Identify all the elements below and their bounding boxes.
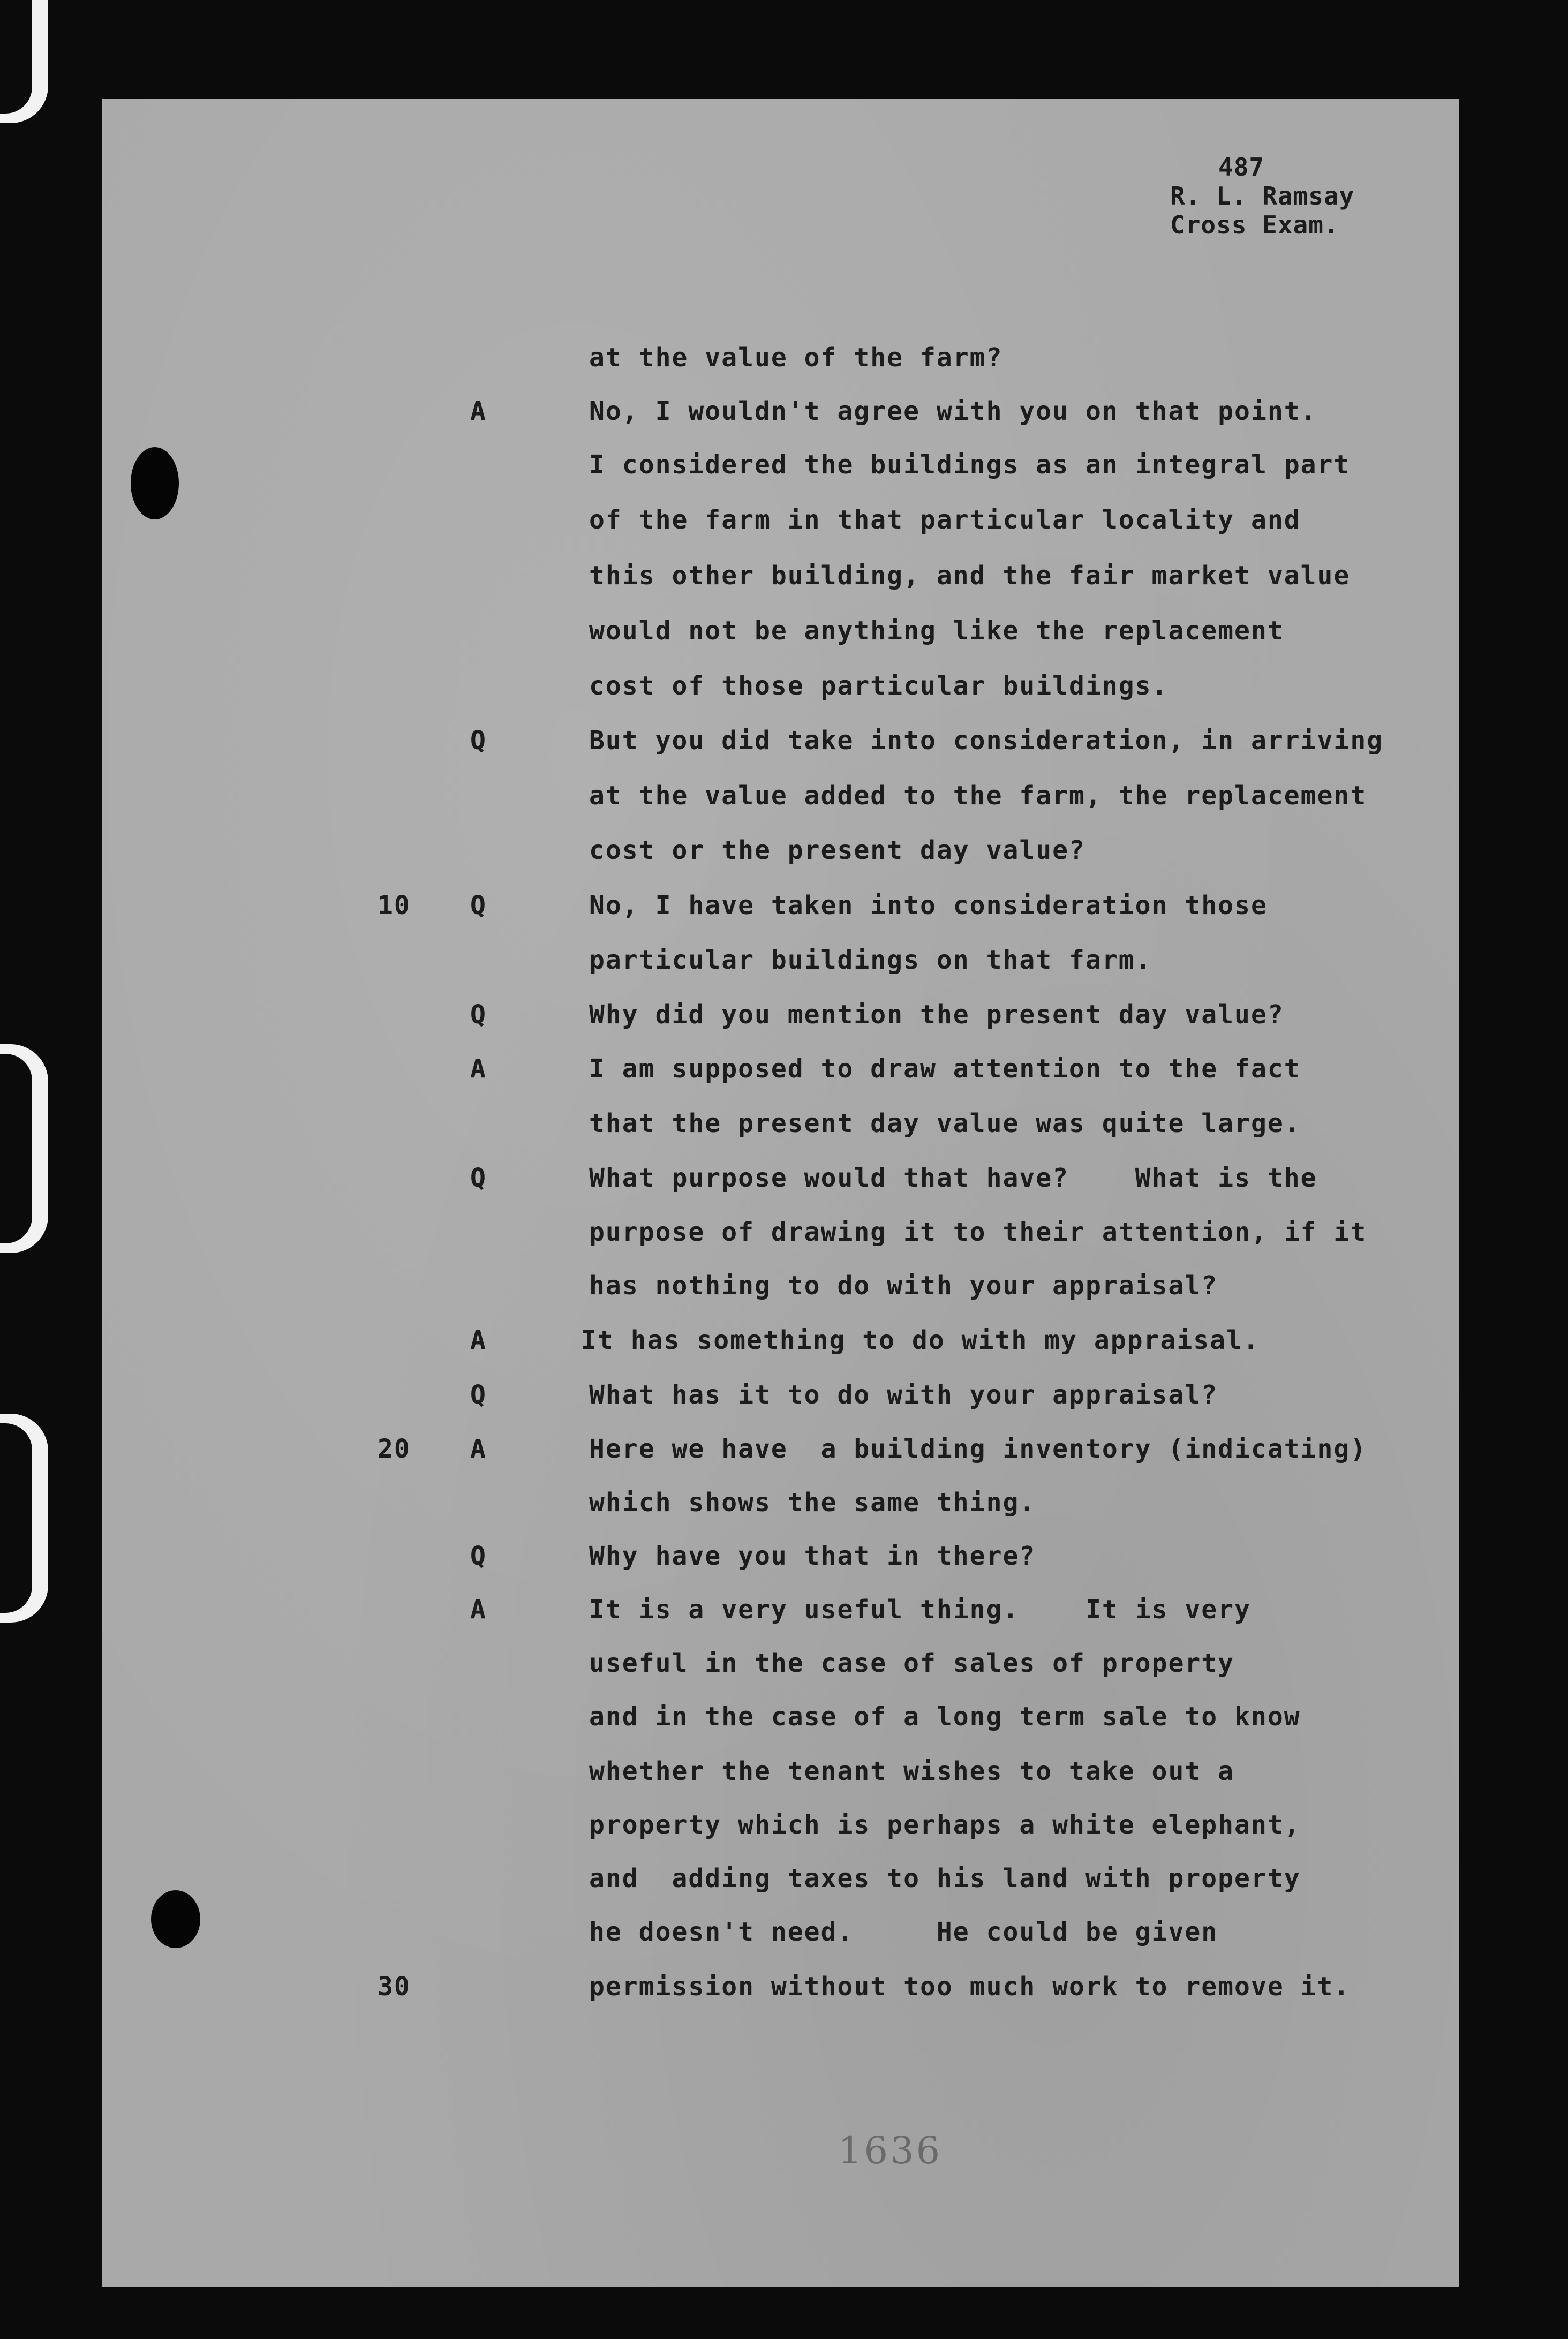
- transcript-text: I am supposed to draw attention to the fact: [589, 1054, 1301, 1084]
- transcript-text: No, I wouldn't agree with you on that point.: [589, 396, 1317, 426]
- transcript-line: [102, 1163, 1459, 1217]
- page-header: [1170, 153, 1354, 239]
- speaker-marker: A: [470, 1325, 487, 1355]
- transcript-text: Why have you that in there?: [589, 1541, 1036, 1571]
- transcript-line: [102, 1972, 1459, 2025]
- speaker-marker: A: [470, 1054, 487, 1084]
- transcript-text: at the value of the farm?: [589, 343, 1003, 373]
- transcript-text: at the value added to the farm, the replacement: [589, 781, 1367, 811]
- transcript-line: [102, 1756, 1459, 1810]
- transcript-text: But you did take into consideration, in arriving: [589, 726, 1384, 756]
- transcript-line: [102, 450, 1459, 503]
- transcript-line: [102, 1271, 1459, 1324]
- speaker-marker: A: [470, 396, 487, 426]
- transcript-text: useful in the case of sales of property: [589, 1648, 1235, 1678]
- speaker-marker: A: [470, 1595, 487, 1625]
- speaker-marker: Q: [470, 1163, 487, 1193]
- transcript-text: What purpose would that have? What is the: [589, 1163, 1317, 1193]
- transcript-page: [102, 99, 1459, 2287]
- transcript-text: property which is perhaps a white elephant,: [589, 1810, 1301, 1840]
- transcript-line: [102, 1595, 1459, 1648]
- transcript-line: [102, 781, 1459, 834]
- transcript-text: purpose of drawing it to their attention, if it: [589, 1217, 1367, 1247]
- transcript-line: [102, 1648, 1459, 1702]
- transcript-line: [102, 835, 1459, 889]
- transcript-text: he doesn't need. He could be given: [589, 1917, 1218, 1947]
- transcript-line: [102, 945, 1459, 999]
- transcript-text: particular buildings on that farm.: [589, 945, 1152, 975]
- transcript-text: has nothing to do with your appraisal?: [589, 1271, 1218, 1301]
- transcript-text: whether the tenant wishes to take out a: [589, 1756, 1235, 1786]
- transcript-line: [102, 343, 1459, 396]
- binder-tab-top: [0, 0, 48, 123]
- transcript-text: and in the case of a long term sale to know: [589, 1702, 1301, 1732]
- transcript-line: [102, 1541, 1459, 1595]
- transcript-line: [102, 505, 1459, 559]
- transcript-text: would not be anything like the replacement: [589, 616, 1284, 646]
- transcript-line: [102, 1434, 1459, 1488]
- page-number: 487: [1218, 153, 1265, 182]
- speaker-marker: Q: [470, 1380, 487, 1410]
- speaker-marker: Q: [470, 891, 487, 920]
- transcript-text: this other building, and the fair market value: [589, 561, 1351, 591]
- witness-name: R. L. Ramsay: [1170, 182, 1355, 210]
- transcript-line: [102, 1917, 1459, 1971]
- transcript-line: [102, 1325, 1459, 1379]
- line-number: 20: [378, 1434, 411, 1464]
- transcript-text: cost of those particular buildings.: [589, 671, 1169, 701]
- transcript-text: No, I have taken into consideration those: [589, 891, 1268, 920]
- page-stamp: 1636: [838, 2129, 943, 2172]
- transcript-text: What has it to do with your appraisal?: [589, 1380, 1218, 1410]
- transcript-line: [102, 1000, 1459, 1053]
- transcript-line: [102, 1108, 1459, 1162]
- transcript-text: and adding taxes to his land with property: [589, 1863, 1301, 1893]
- transcript-text: that the present day value was quite large.: [589, 1108, 1301, 1138]
- examination-type: Cross Exam.: [1170, 210, 1339, 239]
- transcript-line: [102, 1054, 1459, 1107]
- binder-tab-lower: [0, 1414, 48, 1623]
- transcript-line: [102, 1863, 1459, 1917]
- transcript-line: [102, 726, 1459, 779]
- transcript-line: [102, 1380, 1459, 1433]
- binder-tab-middle: [0, 1044, 48, 1253]
- transcript-line: [102, 891, 1459, 944]
- transcript-text: which shows the same thing.: [589, 1488, 1036, 1518]
- transcript-line: [102, 671, 1459, 725]
- transcript-line: [102, 396, 1459, 450]
- transcript-line: [102, 1217, 1459, 1271]
- speaker-marker: Q: [470, 1000, 487, 1030]
- transcript-text: Here we have a building inventory (indicating): [589, 1434, 1367, 1464]
- transcript-text: of the farm in that particular locality and: [589, 505, 1301, 535]
- line-number: 10: [378, 891, 411, 920]
- speaker-marker: Q: [470, 726, 487, 756]
- transcript-line: [102, 1702, 1459, 1755]
- speaker-marker: A: [470, 1434, 487, 1464]
- transcript-text: cost or the present day value?: [589, 835, 1085, 865]
- transcript-text: Why did you mention the present day value?: [589, 1000, 1284, 1030]
- transcript-text: permission without too much work to remove it.: [589, 1972, 1351, 2002]
- line-number: 30: [378, 1972, 411, 2002]
- transcript-text: I considered the buildings as an integral part: [589, 450, 1351, 480]
- transcript-line: [102, 1488, 1459, 1541]
- transcript-line: [102, 561, 1459, 614]
- transcript-text: It is a very useful thing. It is very: [589, 1595, 1251, 1625]
- transcript-line: [102, 1810, 1459, 1863]
- transcript-line: [102, 616, 1459, 669]
- speaker-marker: Q: [470, 1541, 487, 1571]
- transcript-text: It has something to do with my appraisal.: [581, 1325, 1260, 1355]
